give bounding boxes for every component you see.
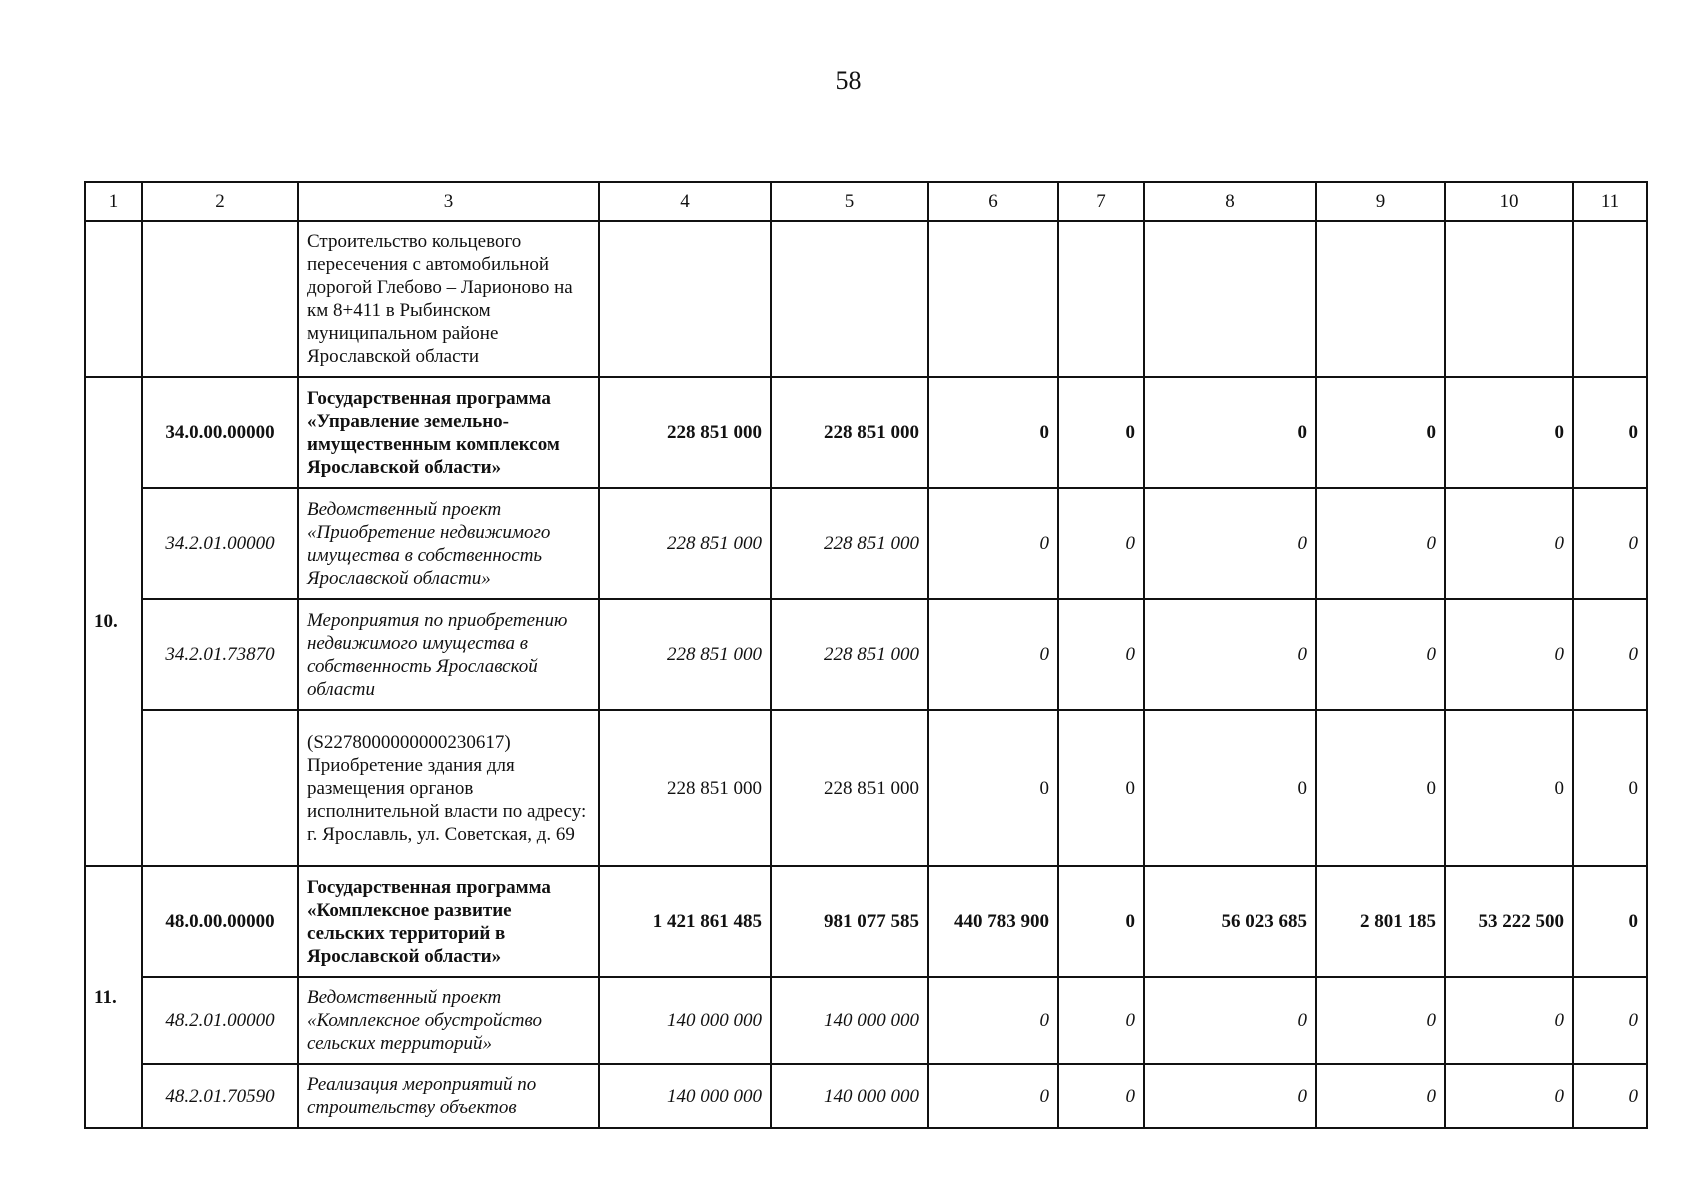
table-row (85, 377, 1647, 488)
value-cell: 0 (1144, 710, 1316, 866)
value-cell: 0 (1058, 377, 1144, 488)
value-cell: 0 (1445, 377, 1573, 488)
value-cell: 0 (1316, 710, 1445, 866)
value-cell: 228 851 000 (599, 377, 771, 488)
name-cell: (S2278000000000230617) Приобретение здания для размещения органов исполнительной власти по адресу: г. Ярославль, ул. Советская, д. 69 (298, 710, 599, 866)
table-row (85, 221, 1647, 377)
code-cell: 34.0.00.00000 (142, 377, 298, 488)
value-cell (599, 221, 771, 377)
value-cell: 228 851 000 (599, 488, 771, 599)
value-cell: 53 222 500 (1445, 866, 1573, 977)
index-cell: 10. (85, 377, 142, 866)
table-row (85, 599, 1647, 710)
value-cell: 228 851 000 (771, 377, 928, 488)
value-cell: 0 (1144, 599, 1316, 710)
name-cell: Государственная программа «Комплексное развитие сельских территорий в Ярославской области» (298, 866, 599, 977)
value-cell: 0 (1573, 977, 1647, 1064)
value-cell: 0 (1573, 488, 1647, 599)
value-cell: 0 (928, 710, 1058, 866)
value-cell: 0 (928, 599, 1058, 710)
budget-table (84, 181, 1648, 1129)
name-cell: Мероприятия по приобретению недвижимого имущества в собственность Ярославской области (298, 599, 599, 710)
header-cell: 11 (1573, 182, 1647, 221)
value-cell: 0 (1144, 488, 1316, 599)
value-cell: 0 (1058, 1064, 1144, 1128)
value-cell: 0 (928, 377, 1058, 488)
value-cell: 0 (1573, 866, 1647, 977)
header-row (85, 182, 1647, 221)
header-cell: 1 (85, 182, 142, 221)
value-cell: 0 (928, 1064, 1058, 1128)
value-cell: 0 (1573, 377, 1647, 488)
value-cell: 0 (1316, 977, 1445, 1064)
value-cell: 0 (1445, 977, 1573, 1064)
value-cell: 0 (1058, 488, 1144, 599)
name-cell: Ведомственный проект «Приобретение недвижимого имущества в собственность Ярославской области» (298, 488, 599, 599)
header-cell: 10 (1445, 182, 1573, 221)
header-cell: 7 (1058, 182, 1144, 221)
value-cell: 0 (1058, 599, 1144, 710)
table-row (85, 1064, 1647, 1128)
value-cell (771, 221, 928, 377)
value-cell: 0 (1144, 377, 1316, 488)
value-cell: 140 000 000 (771, 977, 928, 1064)
value-cell: 0 (1445, 599, 1573, 710)
code-cell: 48.2.01.00000 (142, 977, 298, 1064)
value-cell: 1 421 861 485 (599, 866, 771, 977)
value-cell: 228 851 000 (599, 710, 771, 866)
header-cell: 3 (298, 182, 599, 221)
value-cell (928, 221, 1058, 377)
value-cell: 56 023 685 (1144, 866, 1316, 977)
code-cell: 34.2.01.00000 (142, 488, 298, 599)
header-cell: 9 (1316, 182, 1445, 221)
code-cell (142, 710, 298, 866)
value-cell: 0 (1445, 1064, 1573, 1128)
name-cell: Государственная программа «Управление земельно-имущественным комплексом Ярославской области» (298, 377, 599, 488)
name-cell: Реализация мероприятий по строительству объектов (298, 1064, 599, 1128)
code-cell (142, 221, 298, 377)
table-row (85, 710, 1647, 866)
header-cell: 4 (599, 182, 771, 221)
value-cell (1316, 221, 1445, 377)
value-cell: 0 (1144, 977, 1316, 1064)
value-cell: 0 (1573, 599, 1647, 710)
index-cell (85, 221, 142, 377)
page-number: 58 (835, 66, 862, 95)
value-cell: 228 851 000 (771, 710, 928, 866)
value-cell: 228 851 000 (599, 599, 771, 710)
value-cell: 140 000 000 (599, 977, 771, 1064)
name-cell: Строительство кольцевого пересечения с автомобильной дорогой Глебово – Ларионово на км 8+411 в Рыбинском муниципальном районе Ярославской области (298, 221, 599, 377)
value-cell: 0 (1058, 710, 1144, 866)
value-cell (1445, 221, 1573, 377)
code-cell: 34.2.01.73870 (142, 599, 298, 710)
value-cell: 0 (1058, 866, 1144, 977)
value-cell: 981 077 585 (771, 866, 928, 977)
index-cell: 11. (85, 866, 142, 1128)
value-cell: 0 (1445, 710, 1573, 866)
value-cell: 0 (928, 977, 1058, 1064)
header-cell: 2 (142, 182, 298, 221)
value-cell: 0 (1316, 377, 1445, 488)
value-cell: 0 (1445, 488, 1573, 599)
table-row (85, 488, 1647, 599)
value-cell: 0 (1144, 1064, 1316, 1128)
header-cell: 6 (928, 182, 1058, 221)
value-cell (1573, 221, 1647, 377)
value-cell (1058, 221, 1144, 377)
value-cell: 0 (928, 488, 1058, 599)
value-cell: 0 (1573, 710, 1647, 866)
header-cell: 5 (771, 182, 928, 221)
code-cell: 48.0.00.00000 (142, 866, 298, 977)
header-cell: 8 (1144, 182, 1316, 221)
value-cell: 440 783 900 (928, 866, 1058, 977)
value-cell: 0 (1316, 1064, 1445, 1128)
table-row (85, 977, 1647, 1064)
value-cell: 2 801 185 (1316, 866, 1445, 977)
table-row (85, 866, 1647, 977)
name-cell: Ведомственный проект «Комплексное обустройство сельских территорий» (298, 977, 599, 1064)
value-cell: 0 (1058, 977, 1144, 1064)
code-cell: 48.2.01.70590 (142, 1064, 298, 1128)
value-cell: 228 851 000 (771, 488, 928, 599)
value-cell: 140 000 000 (771, 1064, 928, 1128)
value-cell: 0 (1316, 599, 1445, 710)
value-cell (1144, 221, 1316, 377)
value-cell: 0 (1316, 488, 1445, 599)
value-cell: 228 851 000 (771, 599, 928, 710)
value-cell: 0 (1573, 1064, 1647, 1128)
value-cell: 140 000 000 (599, 1064, 771, 1128)
